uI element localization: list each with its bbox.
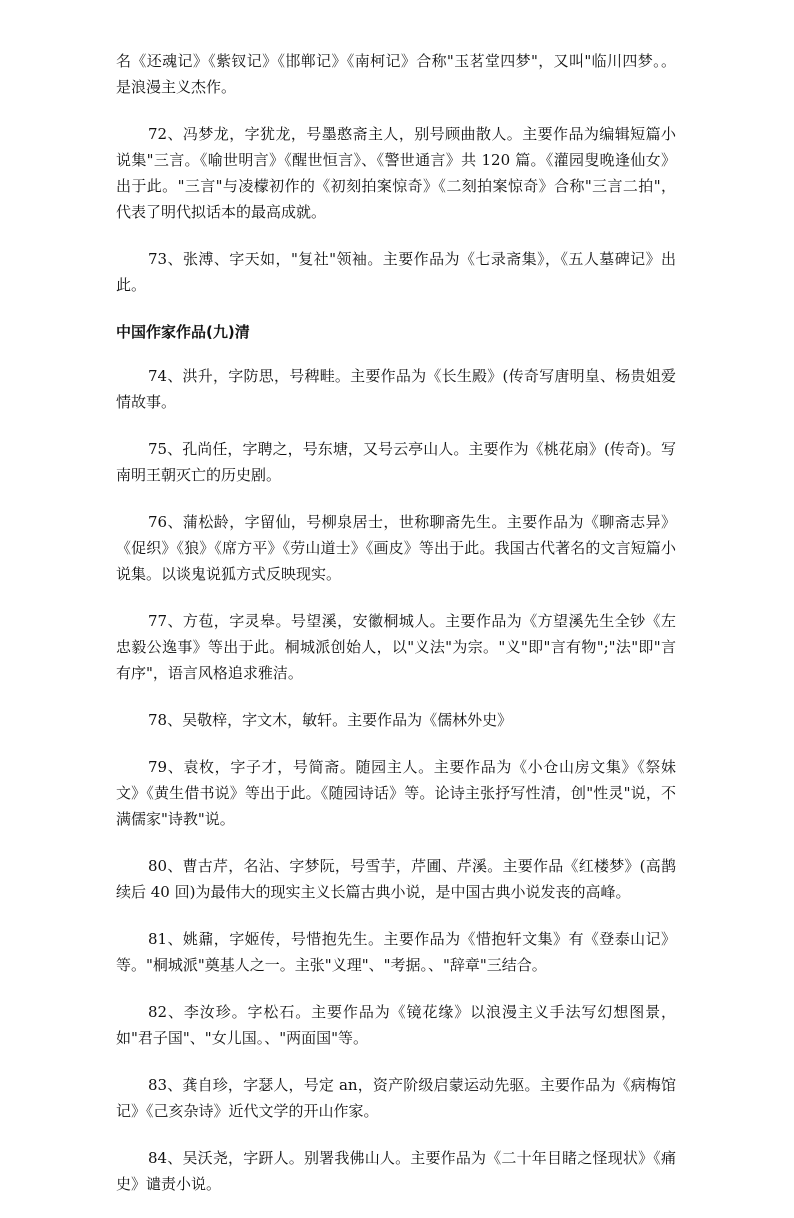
paragraph-entry-83: 83、龚自珍，字瑟人，号定 an，资产阶级启蒙运动先驱。主要作品为《病梅馆记》《己亥杂诗》近代文学的开山作家。: [116, 1076, 676, 1120]
paragraph-entry-77: 77、方苞，字灵皋。号望溪，安徽桐城人。主要作品为《方望溪先生全钞《左忠毅公逸事》等出于此。桐城派创始人，以"义法"为宗。"义"即"言有物";"法"即"言有序"，语言风格追求雅洁。: [116, 612, 676, 682]
paragraph-entry-82: 82、李汝珍。字松石。主要作品为《镜花缘》以浪漫主义手法写幻想图景，如"君子国"、"女儿国。、"两面国"等。: [116, 1003, 676, 1047]
section-heading: 中国作家作品(九)清: [116, 323, 250, 341]
paragraph-continuation: 名《还魂记》《紫钗记》《邯郸记》《南柯记》合称"玉茗堂四梦"，又叫"临川四梦。。是浪漫主义杰作。: [116, 52, 676, 96]
paragraph-entry-81: 81、姚鼐，字姬传，号惜抱先生。主要作品为《惜抱轩文集》有《登泰山记》等。"桐城派"奠基人之一。主张"义理"、"考据。、"辞章"三结合。: [116, 930, 676, 974]
paragraph-entry-74: 74、洪升，字防思，号稗畦。主要作品为《长生殿》(传奇写唐明皇、杨贵姐爱情故事。: [116, 367, 676, 411]
paragraph-entry-84: 84、吴沃尧，字趼人。别署我佛山人。主要作品为《二十年目睹之怪现状》《痛史》谴责小说。: [116, 1149, 676, 1193]
paragraph-entry-79: 79、袁枚，字子才，号简斋。随园主人。主要作品为《小仓山房文集》《祭妹文》《黄生借书说》等出于此。《随园诗话》等。论诗主张抒写性清，创"性灵"说，不满儒家"诗教"说。: [116, 758, 676, 828]
paragraph-entry-73: 73、张溥、字天如，"复社"领袖。主要作品为《七录斋集》，《五人墓碑记》出此。: [116, 250, 676, 294]
paragraph-entry-75: 75、孔尚任，字聘之，号东塘，又号云亭山人。主要作为《桃花扇》(传奇)。写南明王朝灭亡的历史剧。: [116, 440, 676, 484]
paragraph-entry-80: 80、曹古芹，名沾、字梦阮，号雪芋，芹圃、芹溪。主要作品《红楼梦》(高鹊续后 40 回)为最伟大的现实主义长篇古典小说，是中国古典小说发丧的高峰。: [116, 857, 676, 901]
paragraph-entry-72: 72、冯梦龙，字犹龙，号墨憨斋主人，别号顾曲散人。主要作品为编辑短篇小说集"三言。《喻世明言》《醒世恒言》、《警世通言》共 120 篇。《灌园叟晚逢仙女》出于此。"三言"与凌檬初作的《初刻拍案惊奇》《二刻拍案惊奇》合称"三言二拍"，代表了明代拟话本的最高成就。: [116, 125, 676, 221]
paragraph-entry-76: 76、蒲松龄，字留仙，号柳泉居士，世称聊斋先生。主要作品为《聊斋志异》《促织》《狼》《席方平》《劳山道士》《画皮》等出于此。我国古代著名的文言短篇小说集。以谈鬼说狐方式反映现实。: [116, 513, 676, 583]
paragraph-entry-78: 78、吴敬梓，字文木，敏轩。主要作品为《儒林外史》: [148, 711, 513, 729]
document-page: [116, 48, 676, 1218]
